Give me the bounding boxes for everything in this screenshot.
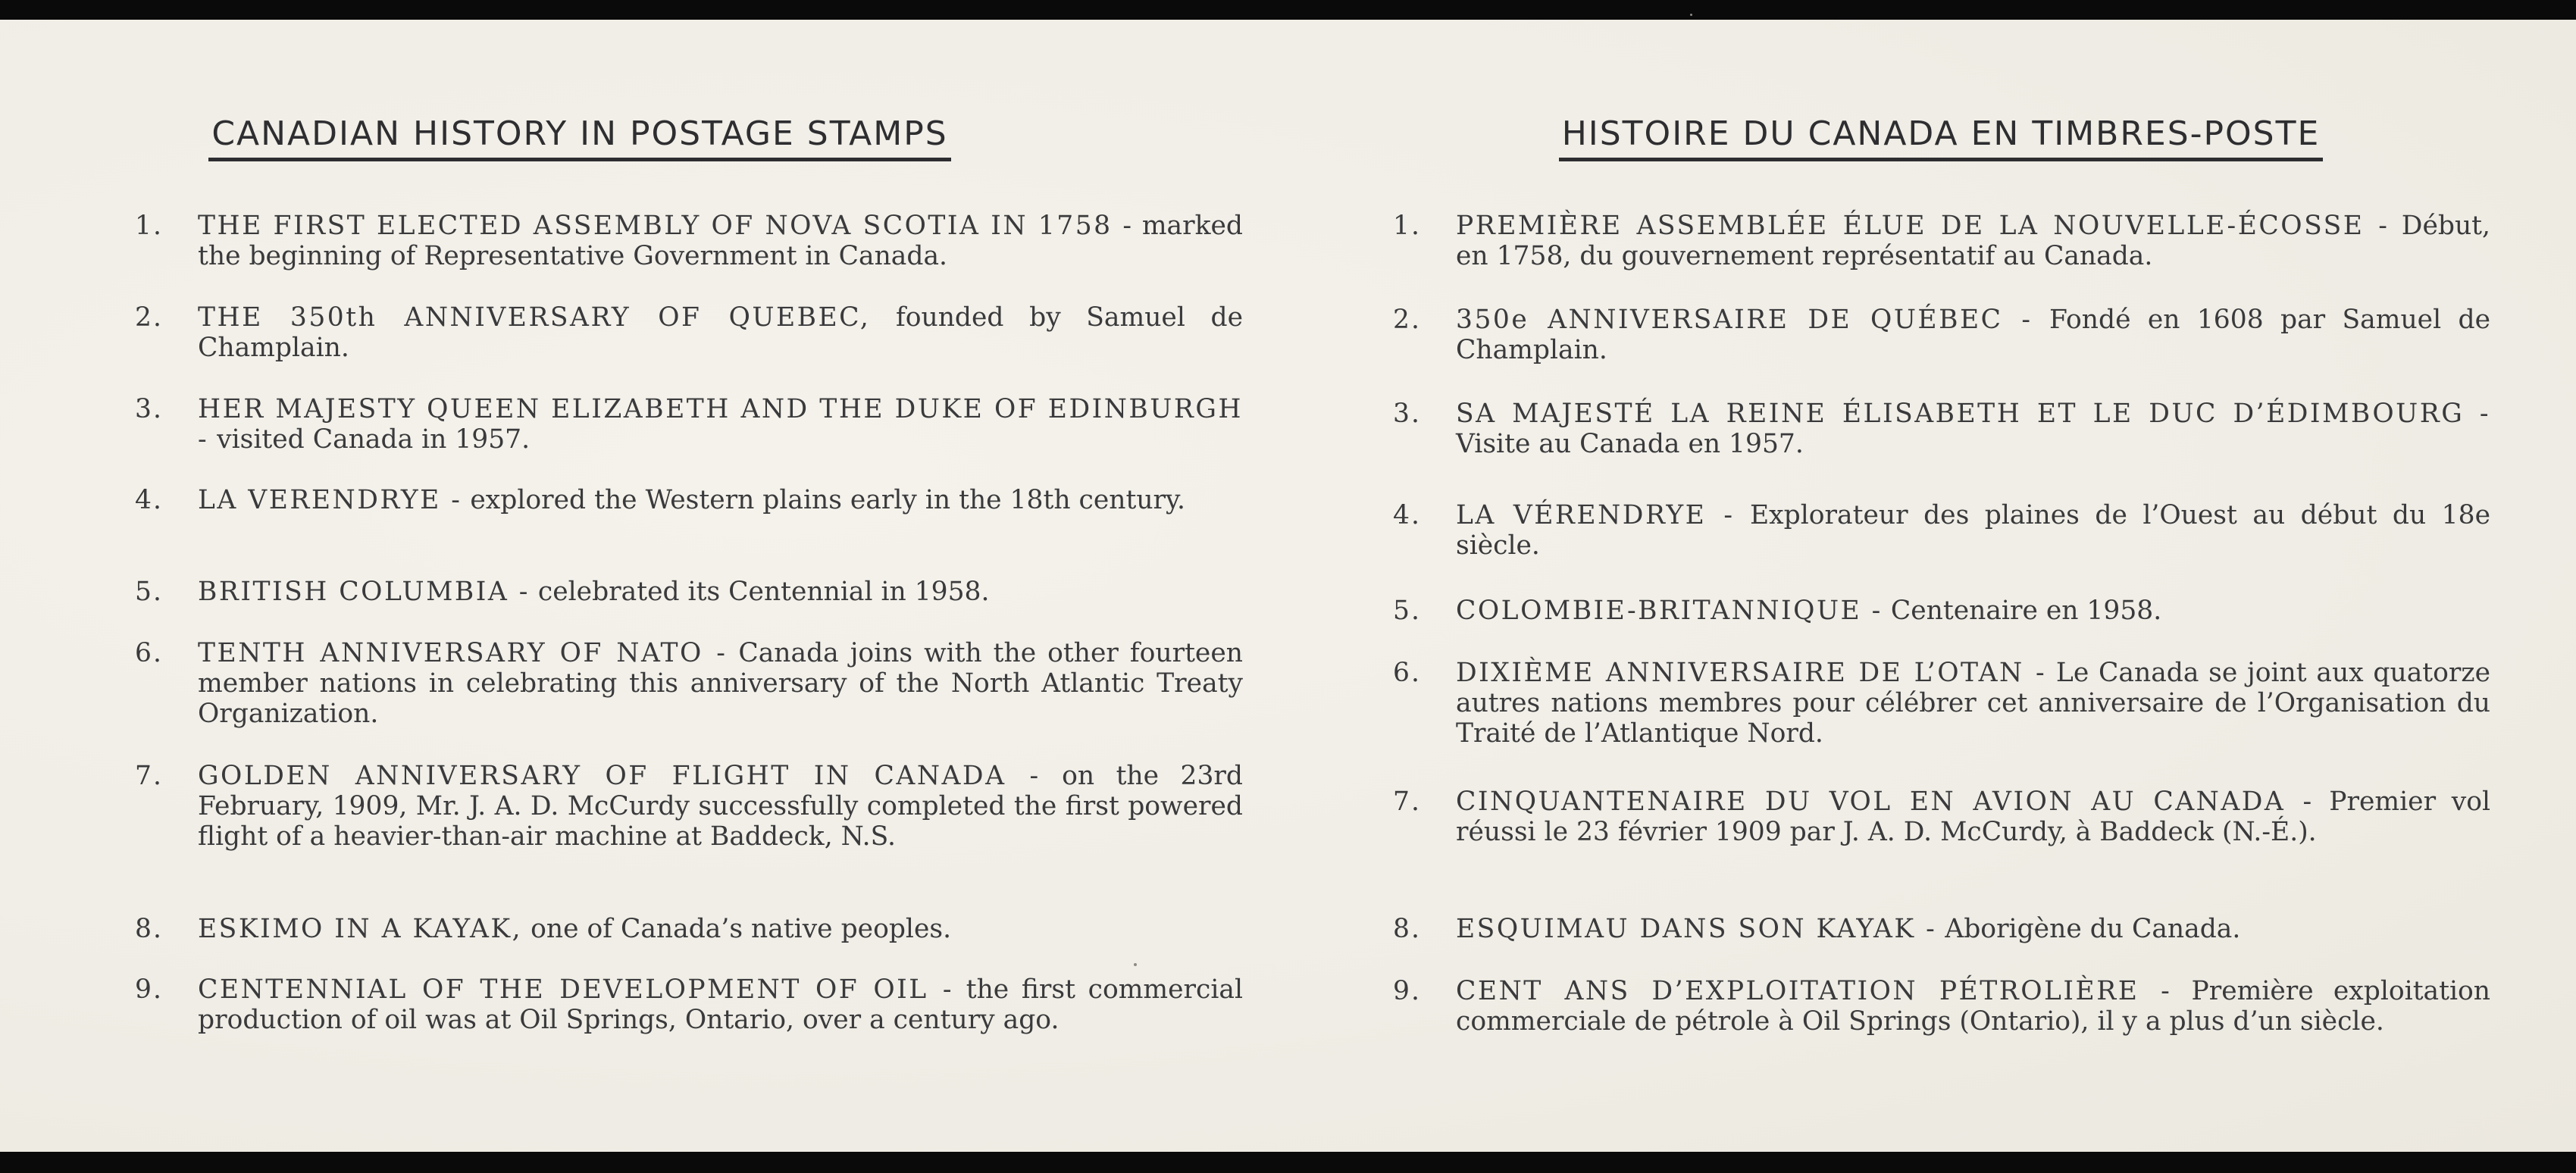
item-body: explored the Western plains early in the 18th century. [470, 485, 1185, 515]
item-number: 6. [1393, 658, 1421, 688]
list-item-fr-8 [1393, 914, 2490, 944]
item-text [198, 577, 1243, 607]
item-body: Première exploitation commerciale de pétrole à Oil Springs (Ontario), il y a plus d’un siècle. [1456, 976, 2491, 1037]
document-sheet [0, 20, 2576, 1152]
french-title-wrap [1384, 114, 2498, 161]
item-number: 2. [1393, 305, 1421, 335]
list-item-en-3 [135, 394, 1243, 455]
item-number: 1. [135, 211, 163, 241]
item-text [1456, 305, 2490, 365]
item-number: 7. [135, 761, 163, 791]
item-body: on the 23rd February, 1909, Mr. J. A. D. McCurdy successfully completed the first powered flight of a heavier-than-air machine at Baddeck, N.S. [198, 761, 1244, 852]
item-number: 3. [135, 394, 163, 424]
item-heading: ESKIMO IN A KAYAK, [198, 914, 523, 944]
english-title-wrap [23, 114, 1137, 161]
item-body: marked the beginning of Representative Government in Canada. [198, 211, 1244, 271]
item-text [198, 302, 1243, 363]
item-text [1456, 211, 2490, 271]
item-body: Premier vol réussi le 23 février 1909 par J. A. D. McCurdy, à Baddeck (N.-É.). [1456, 787, 2490, 847]
item-text [1456, 914, 2490, 944]
item-text [1456, 500, 2490, 561]
item-number: 3. [1393, 399, 1421, 429]
item-body: Centenaire en 1958. [1890, 596, 2162, 626]
list-item-en-1 [135, 211, 1243, 271]
item-heading: CINQUANTENAIRE DU VOL EN AVION AU CANADA - [1456, 787, 2314, 817]
item-body: founded by Samuel de Champlain. [198, 302, 1243, 363]
item-text [1456, 787, 2490, 847]
paper-speck [1690, 14, 1692, 16]
item-heading: THE 350th ANNIVERSARY OF QUEBEC, [198, 302, 871, 333]
item-heading: ESQUIMAU DANS SON KAYAK - [1456, 914, 1937, 944]
item-body: Visite au Canada en 1957. [1456, 429, 1804, 459]
item-heading: LA VÉRENDRYE - [1456, 500, 1735, 530]
item-body: Aborigène du Canada. [1945, 914, 2241, 944]
item-body: Début, en 1758, du gouvernement représentatif au Canada. [1456, 211, 2491, 271]
item-heading: LA VERENDRYE - [198, 485, 462, 515]
item-number: 5. [135, 577, 163, 607]
item-heading: TENTH ANNIVERSARY OF NATO - [198, 638, 728, 668]
item-body: one of Canada’s native peoples. [531, 914, 952, 944]
list-item-fr-4 [1393, 500, 2490, 561]
list-item-fr-5 [1393, 596, 2490, 626]
item-text [198, 211, 1243, 271]
item-heading: GOLDEN ANNIVERSARY OF FLIGHT IN CANADA - [198, 761, 1041, 791]
item-heading: THE FIRST ELECTED ASSEMBLY OF NOVA SCOTIA IN 1758 - [198, 211, 1134, 241]
item-number: 4. [135, 485, 163, 515]
item-heading: CENT ANS D’EXPLOITATION PÉTROLIÈRE - [1456, 976, 2172, 1006]
item-heading: COLOMBIE-BRITANNIQUE - [1456, 596, 1883, 626]
list-item-en-9 [135, 974, 1243, 1035]
item-text [1456, 399, 2490, 459]
item-body: Fondé en 1608 par Samuel de Champlain. [1456, 305, 2490, 365]
item-heading: SA MAJESTÉ LA REINE ÉLISABETH ET LE DUC D’ÉDIMBOURG - [1456, 399, 2490, 429]
list-item-en-2 [135, 302, 1243, 363]
item-number: 6. [135, 638, 163, 668]
list-item-fr-2 [1393, 305, 2490, 365]
item-number: 4. [1393, 500, 1421, 530]
item-number: 2. [135, 302, 163, 333]
french-title: HISTOIRE DU CANADA EN TIMBRES-POSTE [1559, 117, 2324, 161]
item-text [198, 974, 1243, 1035]
list-item-en-4 [135, 485, 1243, 515]
item-text [198, 638, 1243, 729]
item-text [198, 394, 1243, 455]
item-number: 8. [135, 914, 163, 944]
list-item-fr-3 [1393, 399, 2490, 459]
list-item-en-8 [135, 914, 1243, 944]
item-text [198, 485, 1243, 515]
item-number: 9. [1393, 976, 1421, 1006]
list-item-en-6 [135, 638, 1243, 729]
item-body: visited Canada in 1957. [217, 424, 531, 455]
item-text [198, 914, 1243, 944]
item-body: the first commercial production of oil was at Oil Springs, Ontario, over a century ago. [198, 974, 1244, 1035]
item-number: 9. [135, 974, 163, 1005]
item-number: 7. [1393, 787, 1421, 817]
item-heading: BRITISH COLUMBIA - [198, 577, 530, 607]
item-heading: 350e ANNIVERSAIRE DE QUÉBEC - [1456, 305, 2033, 335]
list-item-fr-7 [1393, 787, 2490, 847]
item-body: Canada joins with the other fourteen member nations in celebrating this anniversary of the North Atlantic Treaty Organization. [198, 638, 1243, 729]
list-item-fr-6 [1393, 658, 2490, 749]
item-number: 8. [1393, 914, 1421, 944]
item-text [1456, 596, 2490, 626]
item-body: celebrated its Centennial in 1958. [537, 577, 990, 607]
english-title: CANADIAN HISTORY IN POSTAGE STAMPS [208, 117, 950, 161]
item-text [198, 761, 1243, 852]
item-text [1456, 658, 2490, 749]
item-heading: HER MAJESTY QUEEN ELIZABETH AND THE DUKE OF EDINBURGH - [198, 394, 1243, 455]
item-body: Explorateur des plaines de l’Ouest au début du 18e siècle. [1456, 500, 2490, 561]
item-body: Le Canada se joint aux quatorze autres nations membres pour célébrer cet anniversaire de l’Organisation du Traité de l’Atlantique Nord. [1456, 658, 2490, 749]
item-number: 5. [1393, 596, 1421, 626]
item-heading: PREMIÈRE ASSEMBLÉE ÉLUE DE LA NOUVELLE-ÉCOSSE - [1456, 211, 2390, 241]
paper-speck [1134, 963, 1137, 966]
item-text [1456, 976, 2490, 1037]
list-item-fr-9 [1393, 976, 2490, 1037]
item-number: 1. [1393, 211, 1421, 241]
item-heading: CENTENNIAL OF THE DEVELOPMENT OF OIL - [198, 974, 954, 1005]
list-item-en-7 [135, 761, 1243, 852]
item-heading: DIXIÈME ANNIVERSAIRE DE L’OTAN - [1456, 658, 2047, 688]
list-item-fr-1 [1393, 211, 2490, 271]
list-item-en-5 [135, 577, 1243, 607]
